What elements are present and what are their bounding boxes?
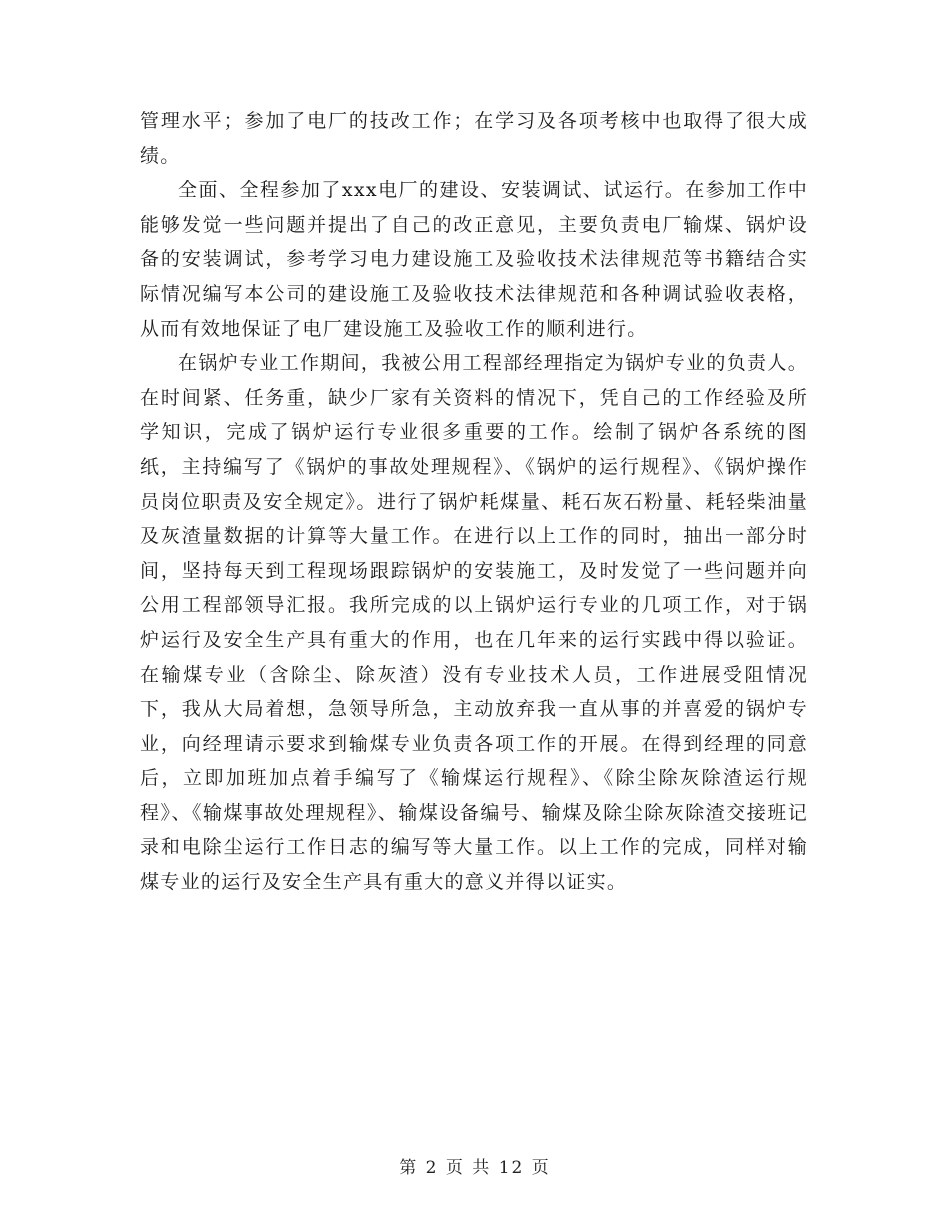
paragraph-continuation: 管理水平；参加了电厂的技改工作；在学习及各项考核中也取得了很大成绩。 [140, 110, 808, 167]
paragraph-boiler-work: 在锅炉专业工作期间，我被公用工程部经理指定为锅炉专业的负责人。在时间紧、任务重，缺少厂家有关资料的情况下，凭自己的工作经验及所学知识，完成了锅炉运行专业很多重要的工作。绘制了锅炉各系统的图纸，主持编写了《锅炉的事故处理规程》、《锅炉的运行规程》、《锅炉操作员岗位职责及安全规定》。进行了锅炉耗煤量、耗石灰石粉量、耗轻柴油量及灰渣量数据的计算等大量工作。在进行以上工作的同时，抽出一部分时间，坚持每天到工程现场跟踪锅炉的安装施工，及时发觉了一些问题并向公用工程部领导汇报。我所完成的以上锅炉运行专业的几项工作，对于锅炉运行及安全生产具有重大的作用，也在几年来的运行实践中得以验证。在输煤专业（含除尘、除灰渣）没有专业技术人员，工作进展受阻情况下，我从大局着想，急领导所急，主动放弃我一直从事的并喜爱的锅炉专业，向经理请示要求到输煤专业负责各项工作的开展。在得到经理的同意后，立即加班加点着手编写了《输煤运行规程》、《除尘除灰除渣运行规程》、《输煤事故处理规程》、输煤设备编号、输煤及除尘除灰除渣交接班记录和电除尘运行工作日志的编写等大量工作。以上工作的完成，同样对输煤专业的运行及安全生产具有重大的意义并得以证实。 [140, 352, 808, 894]
document-body [140, 104, 808, 900]
paragraph-construction: 全面、全程参加了xxx电厂的建设、安装调试、试运行。在参加工作中能够发觉一些问题并提出了自己的改正意见，主要负责电厂输煤、锅炉设备的安装调试，参考学习电力建设施工及验收技术法律规范等书籍结合实际情况编写本公司的建设施工及验收技术法律规范和各种调试验收表格，从而有效地保证了电厂建设施工及验收工作的顺利进行。 [140, 179, 808, 340]
page-number-footer: 第 2 页 共 12 页 [399, 1158, 551, 1178]
